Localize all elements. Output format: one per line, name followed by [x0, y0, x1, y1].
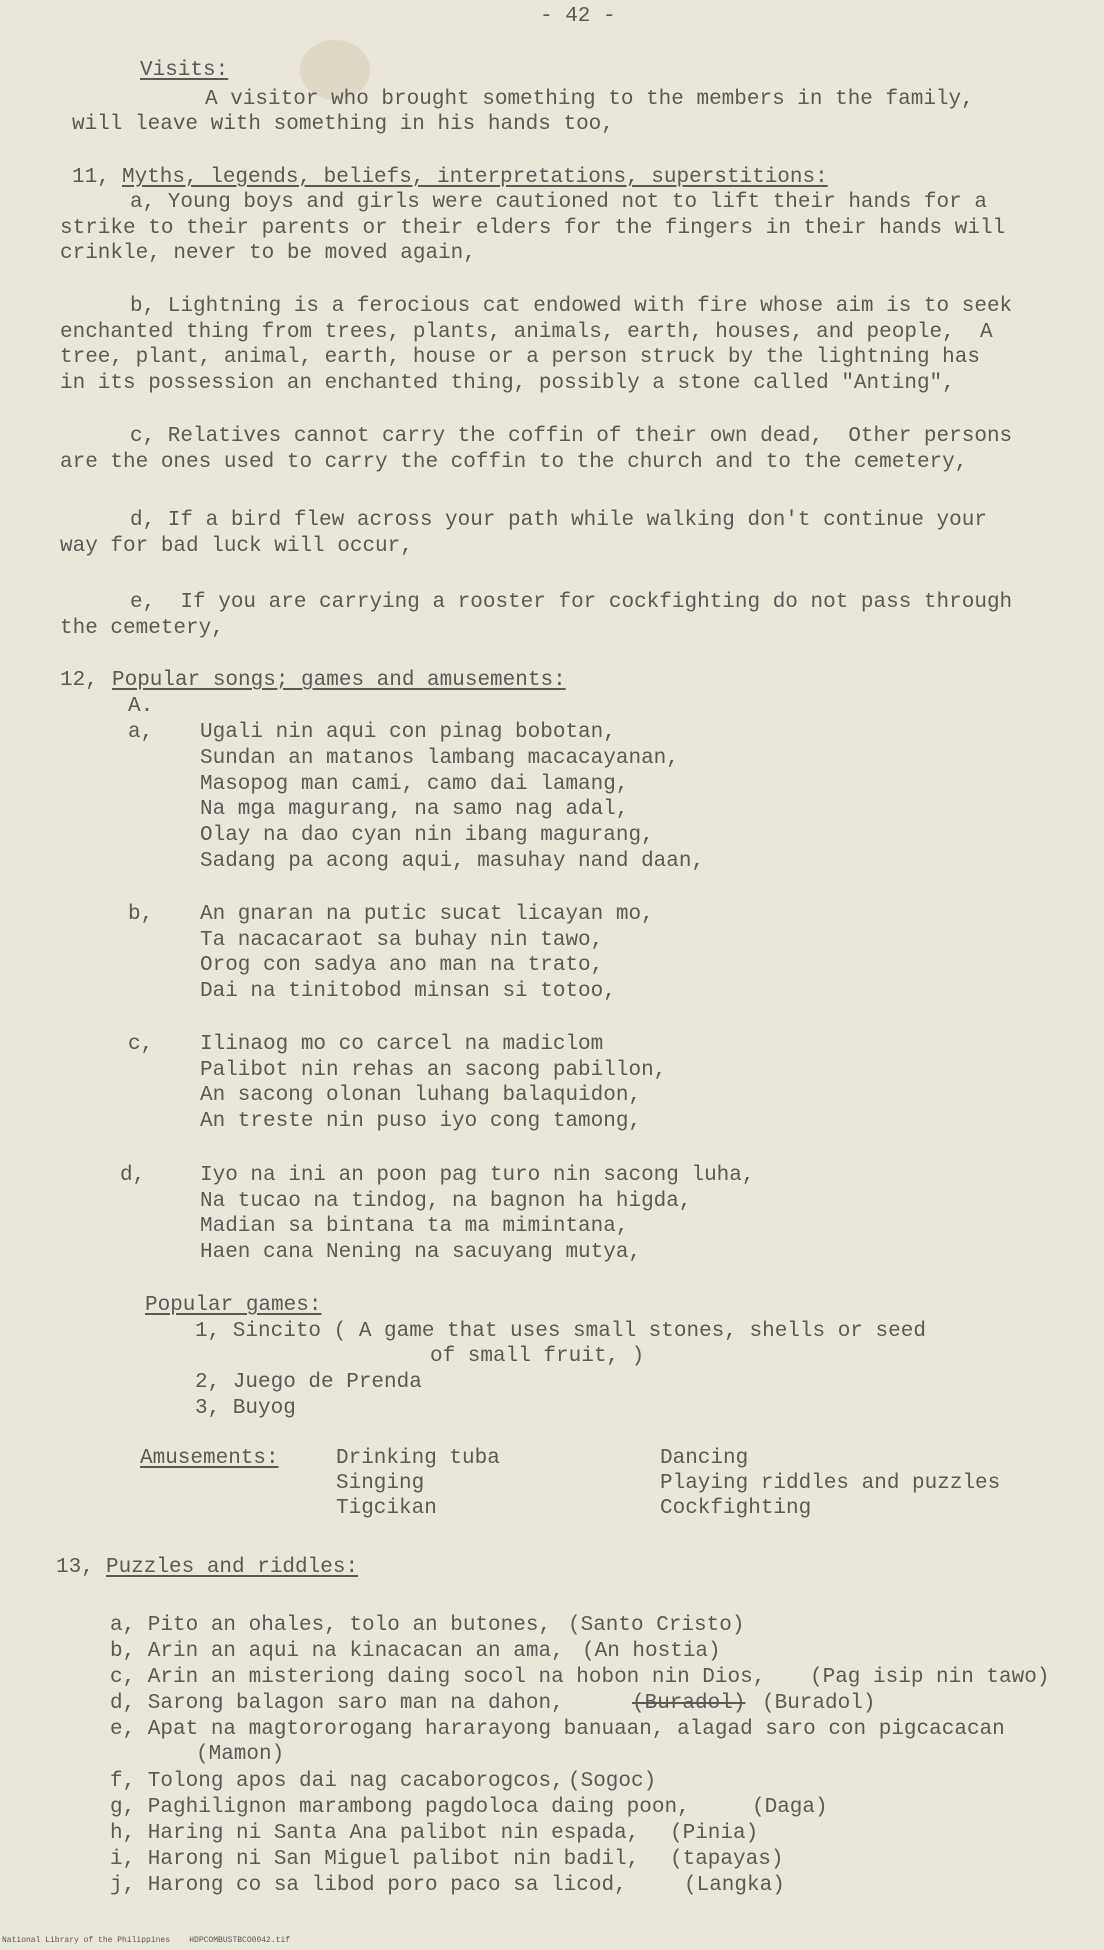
riddle-answer: (Santo Cristo) — [568, 1614, 745, 1637]
songs-subheading: A. — [128, 695, 154, 718]
section-13-heading: Puzzles and riddles: — [106, 1556, 359, 1579]
song-line: Sundan an matanos lambang macacayanan, — [200, 747, 679, 770]
section-11-heading: Myths, legends, beliefs, interpretations, superstitions: — [122, 166, 828, 189]
riddle-answer: (Langka) — [684, 1874, 785, 1897]
visits-line: A visitor who brought something to the members in the family, — [205, 88, 974, 111]
amusement-item: Drinking tuba — [336, 1447, 500, 1470]
section-12-heading: Popular songs; games and amusements: — [112, 669, 566, 692]
belief-line: crinkle, never to be moved again, — [60, 242, 476, 265]
riddle-text: a, Pito an ohales, tolo an butones, — [110, 1614, 552, 1637]
song-line: Sadang pa acong aqui, masuhay nand daan, — [200, 850, 705, 873]
song-line: Olay na dao cyan nin ibang magurang, — [200, 824, 654, 847]
riddle-answer: (Pag isip nin tawo) — [810, 1666, 1050, 1689]
amusements-heading: Amusements: — [140, 1447, 279, 1470]
amusement-item: Playing riddles and puzzles — [660, 1472, 1001, 1495]
song-label: b, — [128, 903, 154, 926]
games-heading: Popular games: — [145, 1294, 322, 1317]
belief-line: d, If a bird flew across your path while walking don't continue your — [130, 509, 987, 532]
song-line: Ta nacacaraot sa buhay nin tawo, — [200, 929, 604, 952]
riddle-text: b, Arin an aqui na kinacacan an ama, — [110, 1640, 564, 1663]
section-13-number: 13, — [56, 1556, 94, 1579]
song-line: Dai na tinitobod minsan si totoo, — [200, 980, 616, 1003]
riddle-answer: (Mamon) — [196, 1743, 285, 1766]
riddle-text: f, Tolong apos dai nag cacaborogcos, — [110, 1770, 564, 1793]
riddle-answer: (Pinia) — [670, 1822, 759, 1845]
belief-line: way for bad luck will occur, — [60, 535, 413, 558]
song-label: c, — [128, 1033, 154, 1056]
song-label: d, — [120, 1164, 146, 1187]
amusement-item: Tigcikan — [336, 1497, 437, 1520]
riddle-answer: (Buradol) — [762, 1692, 876, 1715]
riddle-text: j, Harong co sa libod poro paco sa licod, — [110, 1874, 627, 1897]
page-number: - 42 - — [540, 5, 616, 28]
song-line: An sacong olonan luhang balaquidon, — [200, 1084, 642, 1107]
song-line: Madian sa bintana ta ma mimintana, — [200, 1215, 629, 1238]
game-item: of small fruit, ) — [430, 1345, 645, 1368]
belief-line: enchanted thing from trees, plants, animals, earth, houses, and people, A — [60, 321, 993, 344]
song-line: Na tucao na tindog, na bagnon ha higda, — [200, 1190, 692, 1213]
belief-line: in its possession an enchanted thing, possibly a stone called "Anting", — [60, 372, 955, 395]
section-12-number: 12, — [60, 669, 98, 692]
game-item: 2, Juego de Prenda — [195, 1371, 422, 1394]
visits-line: will leave with something in his hands too, — [72, 113, 614, 136]
riddle-answer: (tapayas) — [670, 1848, 784, 1871]
belief-line: c, Relatives cannot carry the coffin of their own dead, Other persons — [130, 425, 1013, 448]
song-line: An treste nin puso iyo cong tamong, — [200, 1110, 642, 1133]
song-line: Ugali nin aqui con pinag bobotan, — [200, 721, 616, 744]
riddle-crossed-out: (Buradol) — [632, 1692, 746, 1715]
belief-line: the cemetery, — [60, 617, 224, 640]
riddle-answer: (Sogoc) — [568, 1770, 657, 1793]
song-line: Masopog man cami, camo dai lamang, — [200, 773, 629, 796]
belief-line: b, Lightning is a ferocious cat endowed with fire whose aim is to seek — [130, 295, 1013, 318]
belief-line: e, If you are carrying a rooster for cockfighting do not pass through — [130, 591, 1013, 614]
riddle-answer: (An hostia) — [582, 1640, 721, 1663]
amusement-item: Cockfighting — [660, 1497, 812, 1520]
visits-heading: Visits: — [140, 59, 229, 82]
song-line: Ilinaog mo co carcel na madiclom — [200, 1033, 604, 1056]
song-line: An gnaran na putic sucat licayan mo, — [200, 903, 654, 926]
song-line: Na mga magurang, na samo nag adal, — [200, 798, 629, 821]
section-11-number: 11, — [72, 166, 110, 189]
riddle-text: i, Harong ni San Miguel palibot nin badil, — [110, 1848, 640, 1871]
riddle-text: e, Apat na magtororogang hararayong banuaan, alagad saro con pigcacacan — [110, 1718, 1005, 1741]
belief-line: strike to their parents or their elders for the fingers in their hands will — [60, 217, 1006, 240]
belief-line: are the ones used to carry the coffin to the church and to the cemetery, — [60, 451, 968, 474]
song-line: Orog con sadya ano man na trato, — [200, 954, 604, 977]
riddle-text: c, Arin an misteriong daing socol na hobon nin Dios, — [110, 1666, 766, 1689]
belief-line: a, Young boys and girls were cautioned not to lift their hands for a — [130, 191, 987, 214]
amusement-item: Singing — [336, 1472, 425, 1495]
riddle-text: d, Sarong balagon saro man na dahon, — [110, 1692, 564, 1715]
belief-line: tree, plant, animal, earth, house or a person struck by the lightning has — [60, 346, 980, 369]
song-line: Iyo na ini an poon pag turo nin sacong luha, — [200, 1164, 755, 1187]
game-item: 1, Sincito ( A game that uses small stones, shells or seed — [195, 1320, 926, 1343]
scan-footer: National Library of the Philippines HDPCOMBUSTBCO0042.tif — [2, 1936, 291, 1945]
riddle-text: g, Paghilignon marambong pagdoloca daing poon, — [110, 1796, 690, 1819]
riddle-text: h, Haring ni Santa Ana palibot nin espada, — [110, 1822, 640, 1845]
song-line: Palibot nin rehas an sacong pabillon, — [200, 1059, 667, 1082]
song-line: Haen cana Nening na sacuyang mutya, — [200, 1241, 642, 1264]
game-item: 3, Buyog — [195, 1397, 296, 1420]
song-label: a, — [128, 721, 154, 744]
amusement-item: Dancing — [660, 1447, 749, 1470]
riddle-answer: (Daga) — [752, 1796, 828, 1819]
